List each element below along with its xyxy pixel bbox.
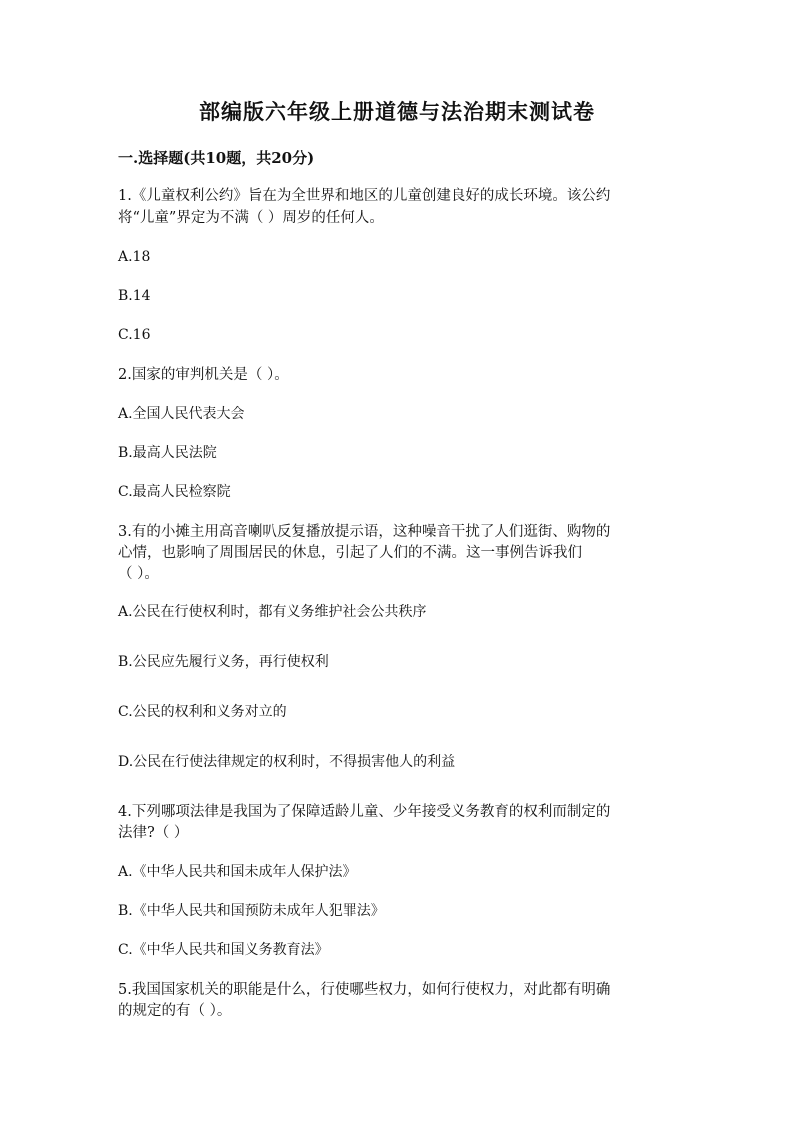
page-title: 部编版六年级上册道德与法治期末测试卷: [199, 99, 595, 124]
question-1-option-b: B.14: [118, 288, 151, 304]
question-4-line-2: 法律?（ ）: [118, 825, 189, 841]
question-3-option-d: D.公民在行使法律规定的权利时，不得损害他人的利益: [118, 754, 456, 770]
question-1-line-1: 1.《儿童权利公约》旨在为全世界和地区的儿童创建良好的成长环境。该公约: [118, 188, 611, 204]
question-4-option-a: A.《中华人民共和国未成年人保护法》: [118, 864, 357, 880]
question-3-option-a: A.公民在行使权利时，都有义务维护社会公共秩序: [118, 604, 427, 620]
question-3-line-3: （ ）。: [118, 566, 159, 582]
section-heading: 一.选择题(共10题，共20分): [118, 149, 315, 167]
question-3-option-b: B.公民应先履行义务，再行使权利: [118, 654, 329, 670]
question-3-option-c: C.公民的权利和义务对立的: [118, 704, 287, 720]
question-1-option-c: C.16: [118, 327, 151, 343]
question-4-option-b: B.《中华人民共和国预防未成年人犯罪法》: [118, 903, 385, 919]
question-1-option-a: A.18: [118, 249, 151, 265]
question-5-line-1: 5.我国国家机关的职能是什么，行使哪些权力，如何行使权力，对此都有明确: [118, 982, 611, 998]
question-2-option-c: C.最高人民检察院: [118, 484, 231, 500]
question-4-option-c: C.《中华人民共和国义务教育法》: [118, 942, 329, 958]
question-1-line-2: 将“儿童”界定为不满（ ）周岁的任何人。: [118, 210, 384, 226]
question-3-line-1: 3.有的小摊主用高音喇叭反复播放提示语，这种噪音干扰了人们逛街、购物的: [118, 524, 611, 540]
question-2-line-1: 2.国家的审判机关是（ ）。: [118, 367, 289, 383]
question-2-option-a: A.全国人民代表大会: [118, 406, 245, 422]
question-2-option-b: B.最高人民法院: [118, 445, 217, 461]
question-3-line-2: 心情，也影响了周围居民的休息，引起了人们的不满。这一事例告诉我们: [118, 545, 582, 561]
question-5-line-2: 的规定的有（ ）。: [118, 1003, 232, 1019]
question-4-line-1: 4.下列哪项法律是我国为了保障适龄儿童、少年接受义务教育的权利而制定的: [118, 804, 611, 820]
